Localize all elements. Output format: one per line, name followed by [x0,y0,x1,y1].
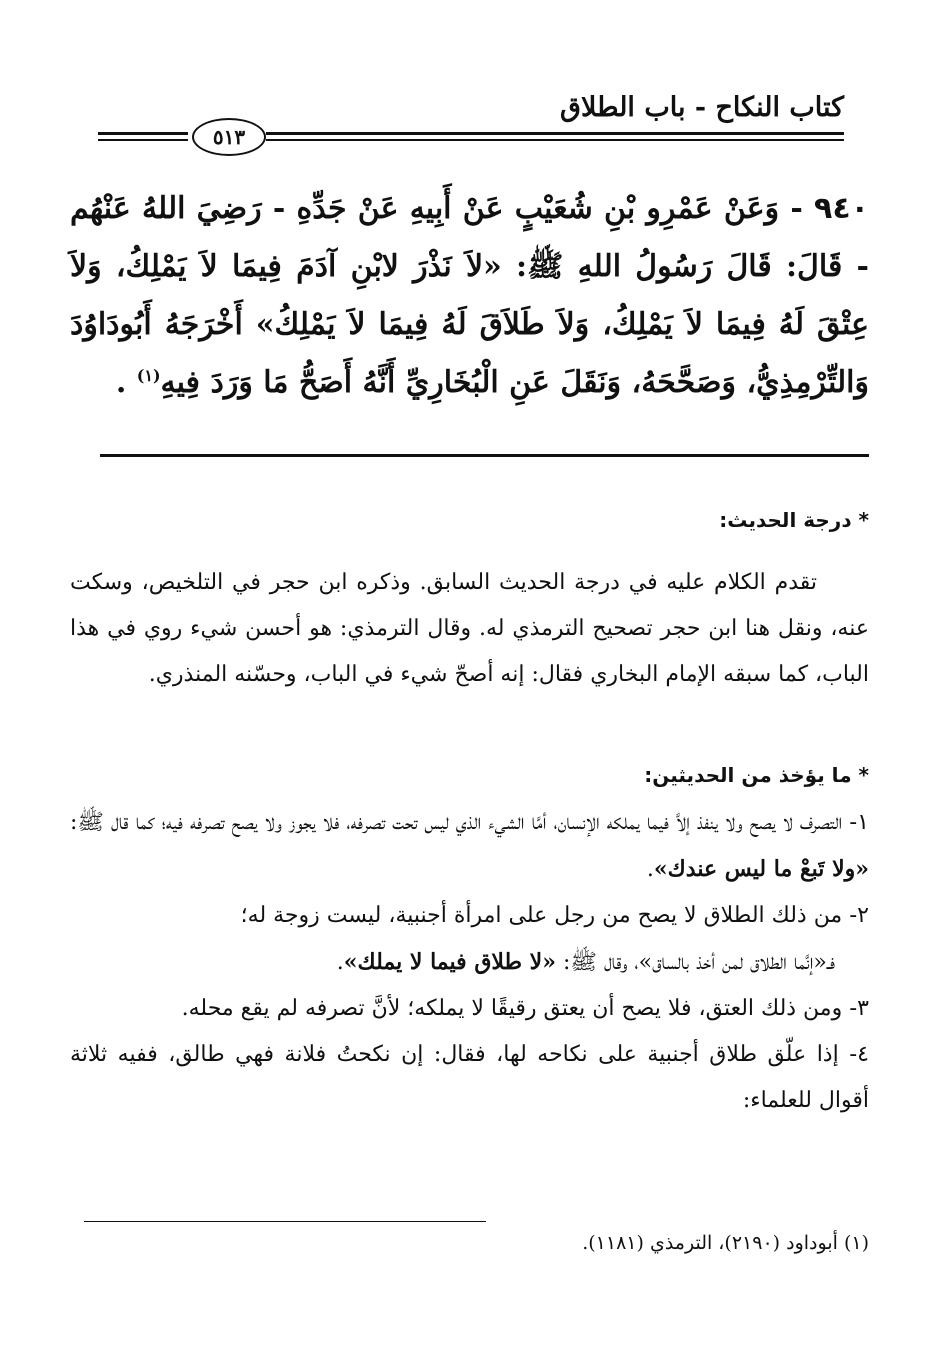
header-rule-left [98,132,188,141]
section-divider [100,454,869,457]
hadith-number: ٩٤٠ [814,191,869,226]
lessons-list [70,800,869,1124]
footnote [70,1232,869,1254]
hadith-text [70,180,869,412]
lesson-number: ٢- [849,903,869,928]
lesson-item [70,800,869,893]
footnote-ref: (١) [136,366,161,385]
lesson-item [70,986,869,1032]
header-rule-right [266,132,844,141]
lesson-text: من ذلك الطلاق لا يصح من رجل على امرأة أجنبية، ليست زوجة له؛ [240,903,843,928]
lesson-text: التصرف لا يصح ولا ينفذ إلاَّ فيما يملكه الإنسان، أمَّا الشيء الذي ليس تحت تصرفه، فلا يجوز ولا يصح تصرفه فيه؛ كما قال ﷺ: [70,810,843,835]
hadith-dash: - [779,191,803,226]
lesson-item [70,893,869,986]
lesson-quote: «ولا تَبعْ ما ليس عندك» [653,856,869,882]
grade-paragraph: تقدم الكلام عليه في درجة الحديث السابق. وذكره ابن حجر في التلخيص، وسكت عنه، ونقل هنا ابن حجر تصحيح الترمذي له. وقال الترمذي: هو أحسن شيء روي في هذا الباب، كما سبقه الإمام البخاري فقال: إنه أصحّ شيء في الباب، وحسّنه المنذري. [70,570,869,687]
running-title: كتاب النكاح - باب الطلاق [560,92,844,123]
footnote-number: (١) [843,1232,869,1254]
footnote-rule [84,1221,486,1222]
lesson-number: ٣- [849,996,869,1021]
lesson-end: . [646,857,654,882]
lesson-item [70,1032,869,1124]
lesson-text: إذا علّق طلاق أجنبية على نكاحه لها، فقال: إن نكحتُ فلانة فهي طالق، ففيه ثلاثة أقوال للعلماء: [70,1042,869,1113]
lesson-text-2: فـ«إنَّما الطلاق لمن أخذ بالساق»، وقال ﷺ: [555,950,835,975]
grade-heading: * درجة الحديث: [719,508,869,532]
header-rule [98,118,844,158]
lesson-continuation [70,939,869,986]
hadith-body: وَعَنْ عَمْرِو بْنِ شُعَيْبٍ عَنْ أَبِيهِ عَنْ جَدِّهِ - رَضِيَ اللهُ عَنْهُم - قَالَ: قَالَ رَسُولُ اللهِ ﷺ: «لاَ نَذْرَ لابْنِ آدَمَ فِيمَا لاَ يَمْلِكُ، وَلاَ عِتْقَ لَهُ فِيمَا لاَ يَمْلِكُ، وَلاَ طَلاَقَ لَهُ فِيمَا لاَ يَمْلِكُ» أَخْرَجَهُ أَبُودَاوُدَ وَالتِّرْمِذِيُّ، وَصَحَّحَهُ، وَنَقَلَ عَنِ الْبُخَارِيِّ أَنَّهُ أَصَحُّ مَا وَرَدَ فِيهِ [70,191,869,400]
page-number: ٥١٣ [192,118,266,156]
lesson-end: . [336,950,344,975]
lesson-number: ٤- [849,1042,869,1067]
lesson-quote: «لا طلاق فيما لا يملك» [343,949,556,975]
hadith-end: . [115,365,127,400]
lesson-text: ومن ذلك العتق، فلا يصح أن يعتق رقيقًا لا يملكه؛ لأنَّ تصرفه لم يقع محله. [181,996,843,1021]
lessons-heading: * ما يؤخذ من الحديثين: [644,763,869,787]
footnote-text: أبوداود (٢١٩٠)، الترمذي (١١٨١). [582,1232,838,1254]
lesson-number: ١- [849,810,869,835]
